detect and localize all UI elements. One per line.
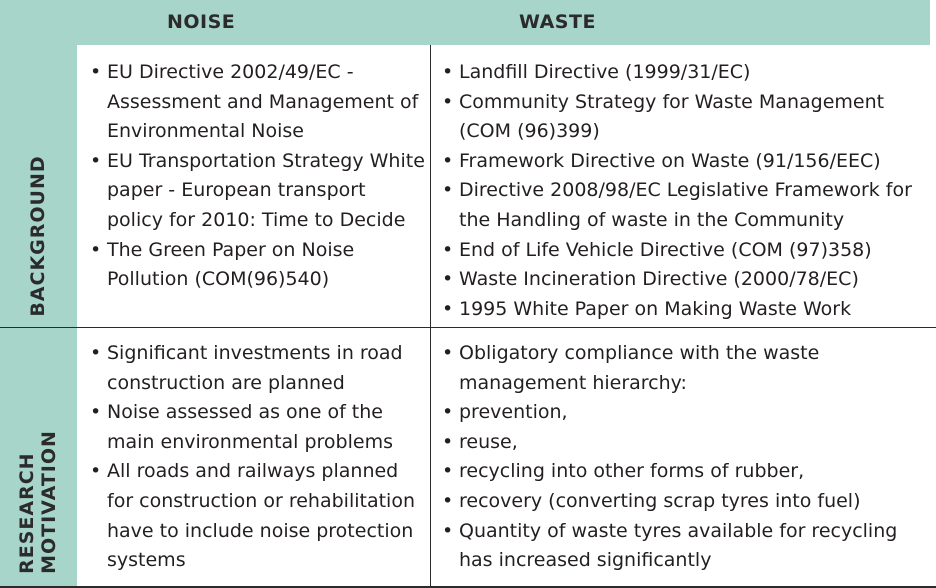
list-item: • Framework Directive on Waste (91/156/EEC) xyxy=(442,147,922,177)
list-item: • Community Strategy for Waste Management (COM (96)399) xyxy=(442,88,922,147)
list-item: • Noise assessed as one of the main environmental problems xyxy=(90,398,426,457)
list-item: • Waste Incineration Directive (2000/78/EC) xyxy=(442,265,922,295)
list-item: • Significant investments in road construction are planned xyxy=(90,339,426,398)
list-item: • reuse, xyxy=(442,428,927,458)
list-item: • 1995 White Paper on Making Waste Work xyxy=(442,295,922,325)
row-label-background: BACKGROUND xyxy=(27,155,49,317)
list-item: • Quantity of waste tyres available for recycling has increased significantly xyxy=(442,517,927,576)
bullet-list xyxy=(442,58,922,324)
cell-research-motivation-waste xyxy=(442,339,927,576)
cell-research-motivation-noise xyxy=(90,339,426,576)
list-item: • recycling into other forms of rubber, xyxy=(442,457,927,487)
list-item: • Landfill Directive (1999/31/EC) xyxy=(442,58,922,88)
row-label-line: MOTIVATION xyxy=(38,430,60,574)
list-item: • All roads and railways planned for construction or rehabilitation have to include noise protection systems xyxy=(90,457,426,575)
column-divider xyxy=(430,45,431,586)
column-header-row xyxy=(77,0,930,45)
column-header-noise: NOISE xyxy=(167,11,236,33)
bullet-list xyxy=(442,339,927,576)
bullet-list xyxy=(90,58,426,295)
cell-background-waste xyxy=(442,58,922,324)
list-item: • The Green Paper on Noise Pollution (COM(96)540) xyxy=(90,236,426,295)
list-item: • prevention, xyxy=(442,398,927,428)
cell-background-noise xyxy=(90,58,426,295)
column-header-waste: WASTE xyxy=(519,11,596,33)
bullet-list xyxy=(90,339,426,576)
list-item: • End of Life Vehicle Directive (COM (97)358) xyxy=(442,236,922,266)
row-label-line: RESEARCH xyxy=(16,452,38,574)
row-divider xyxy=(0,327,936,328)
list-item: • EU Directive 2002/49/EC - Assessment and Management of Environmental Noise xyxy=(90,58,426,147)
list-item: • EU Transportation Strategy White paper - European transport policy for 2010: Time to Decide xyxy=(90,147,426,236)
list-item: • Obligatory compliance with the waste management hierarchy: xyxy=(442,339,927,398)
list-item: • recovery (converting scrap tyres into fuel) xyxy=(442,487,927,517)
row-label-research-motivation xyxy=(16,430,60,574)
list-item: • Directive 2008/98/EC Legislative Framework for the Handling of waste in the Community xyxy=(442,176,922,235)
